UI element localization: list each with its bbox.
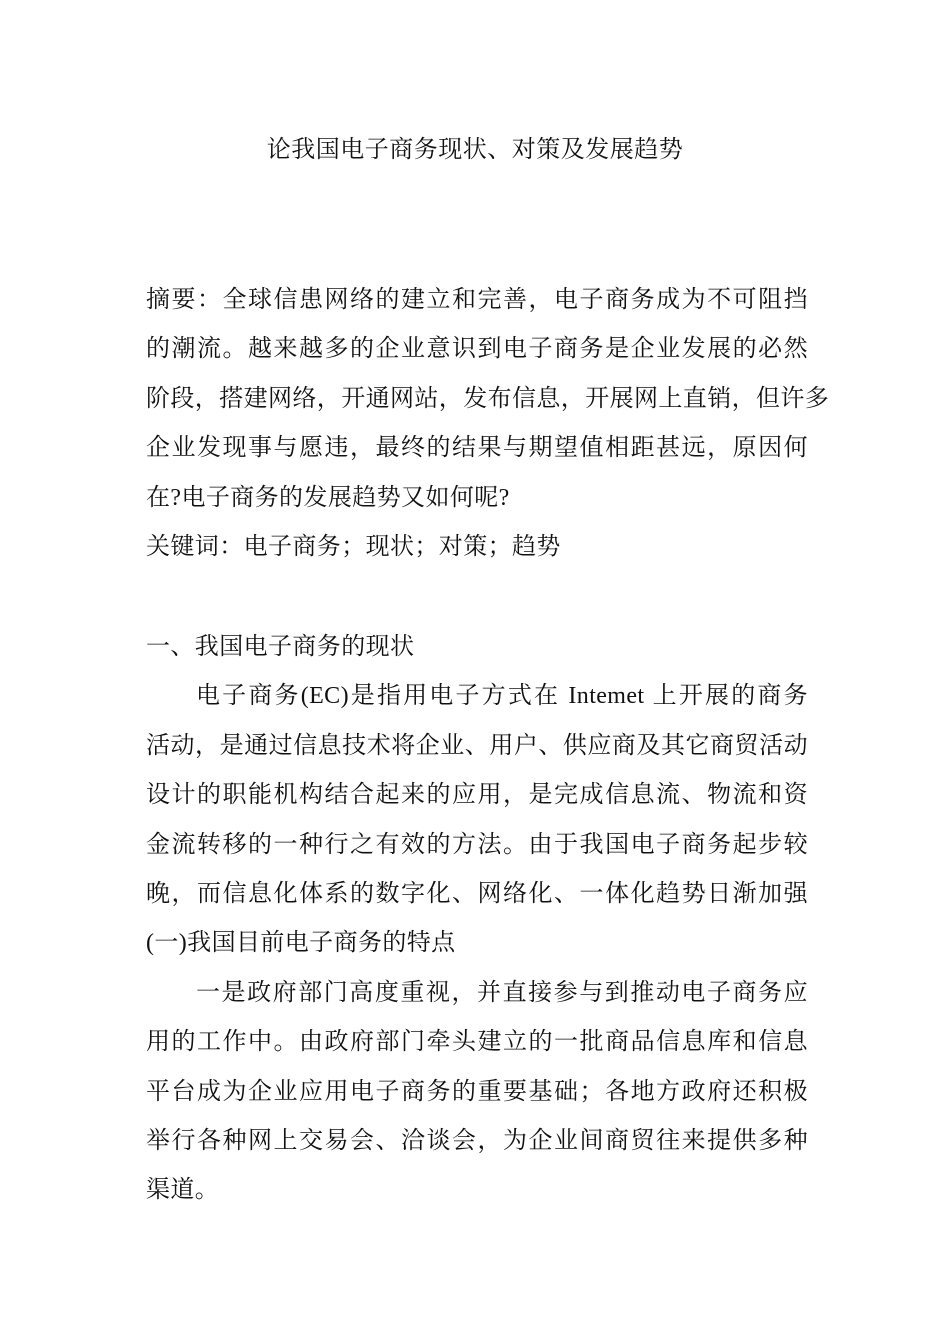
subsection-paragraph-line: 用的工作中。由政府部门牵头建立的一批商品信息库和信息 — [146, 1029, 808, 1056]
subsection-paragraph-line: 平台成为企业应用电子商务的重要基础；各地方政府还积极 — [146, 1078, 808, 1105]
subsection-paragraph-line: 一是政府部门高度重视，并直接参与到推动电子商务应 — [196, 979, 808, 1006]
document-title: 论我国电子商务现状、对策及发展趋势 — [266, 137, 684, 163]
section-1 — [146, 623, 808, 1216]
section-paragraph-line: 金流转移的一种行之有效的方法。由于我国电子商务起步较 — [146, 831, 808, 858]
section-heading: 一、我国电子商务的现状 — [146, 634, 415, 660]
section-paragraph-line: 晚，而信息化体系的数字化、网络化、一体化趋势日渐加强 — [146, 881, 808, 908]
section-paragraph-line: 设计的职能机构结合起来的应用，是完成信息流、物流和资 — [146, 782, 808, 809]
subsection-heading: (一)我国目前电子商务的特点 — [146, 930, 456, 957]
section-paragraph-line: 电子商务(EC)是指用电子方式在 Intemet 上开展的商务 — [196, 683, 808, 710]
subsection-paragraph-line: 渠道。 — [146, 1177, 220, 1204]
subsection-paragraph-line: 举行各种网上交易会、洽谈会，为企业间商贸往来提供多种 — [146, 1128, 808, 1155]
abstract-line: 摘要：全球信患网络的建立和完善，电子商务成为不可阻挡 — [146, 287, 808, 313]
abstract-line: 在?电子商务的发展趋势又如何呢? — [146, 484, 510, 511]
keywords-line: 关键词：电子商务；现状；对策；趋势 — [146, 534, 561, 561]
abstract-line: 阶段，搭建网络，开通网站，发布信息，开展网上直销，但许多 — [146, 385, 830, 412]
abstract-paragraph — [146, 276, 830, 572]
abstract-line: 企业发现事与愿违，最终的结果与期望值相距甚远，原因何 — [146, 435, 808, 462]
section-paragraph-line: 活动，是通过信息技术将企业、用户、供应商及其它商贸活动 — [146, 732, 808, 759]
abstract-line: 的潮流。越来越多的企业意识到电子商务是企业发展的必然 — [146, 336, 808, 363]
